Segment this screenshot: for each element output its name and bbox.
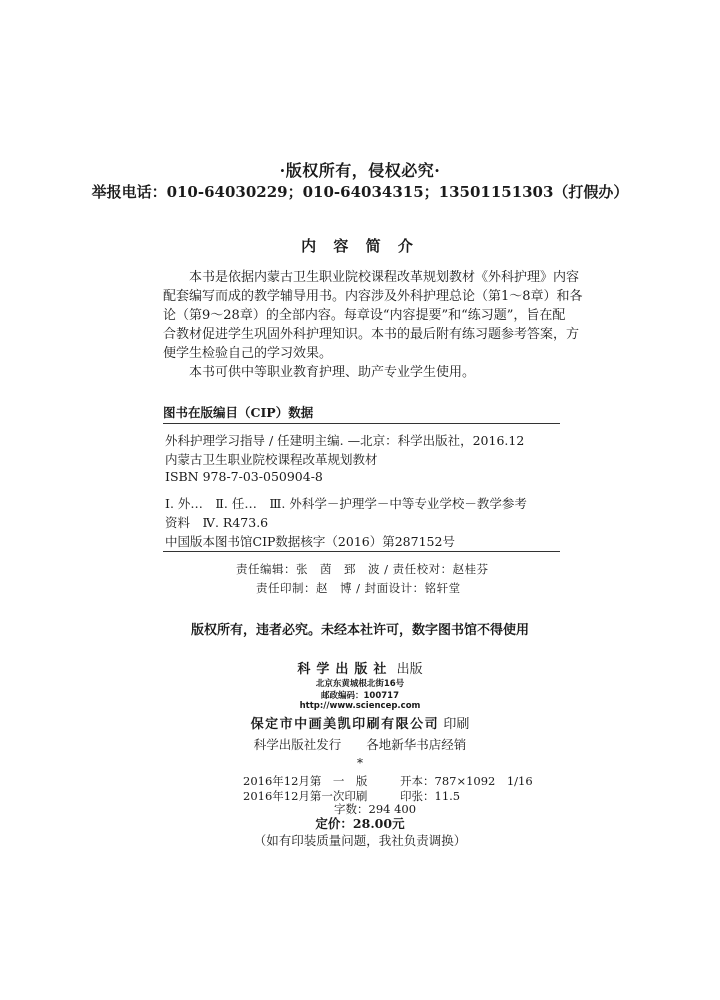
editors-credits: 责任编辑：张 茵 郅 波 / 责任校对：赵桂芬 xyxy=(236,562,489,576)
rights-notice: 版权所有，违者必究。未经本社许可，数字图书馆不得使用 xyxy=(190,623,529,638)
intro-line: 便学生检验自己的学习效果。 xyxy=(163,346,333,361)
print-sheets: 印张：11.5 xyxy=(400,789,461,803)
printer-line xyxy=(0,713,720,732)
cip-rule-top xyxy=(163,423,560,424)
intro-line: 论（第9～28章）的全部内容。每章设“内容提要”和“练习题”，旨在配 xyxy=(163,308,566,323)
cip-series-line: 内蒙古卫生职业院校课程改革规划教材 xyxy=(165,452,378,467)
printing-date: 2016年12月第一次印刷 xyxy=(243,789,368,803)
distribution-line: 科学出版社发行 各地新华书店经销 xyxy=(253,737,467,752)
report-hotline: 举报电话：010-64030229；010-64034315；13501151303（打假办） xyxy=(91,183,629,201)
publisher-website: http://www.sciencep.com xyxy=(299,701,421,711)
intro-line: 本书可供中等职业教育护理、助产专业学生使用。 xyxy=(189,365,476,380)
intro-line: 配套编写而成的教学辅导用书。内容涉及外科护理总论（第1～8章）和各 xyxy=(163,289,583,304)
publisher-line xyxy=(0,658,720,677)
word-count: 字数：294 400 xyxy=(334,802,417,816)
publisher-zip: 邮政编码：100717 xyxy=(321,691,399,701)
quality-note: （如有印装质量问题，我社负责调换） xyxy=(253,833,467,848)
cip-heading: 图书在版编目（CIP）数据 xyxy=(163,405,314,420)
printer-name: 保定市中画美凯印刷有限公司 xyxy=(250,717,440,732)
intro-line: 本书是依据内蒙古卫生职业院校课程改革规划教材《外科护理》内容 xyxy=(189,270,580,285)
publisher-address: 北京东黄城根北街16号 xyxy=(315,679,405,689)
rights-reserved-header: ·版权所有，侵权必究· xyxy=(279,161,441,180)
intro-body xyxy=(163,268,583,382)
separator-star: * xyxy=(357,756,363,770)
cip-rule-bottom xyxy=(163,551,560,552)
cip-title-line: 外科护理学习指导 / 任建明主编. —北京：科学出版社，2016.12 xyxy=(165,433,525,448)
production-credits: 责任印制：赵 博 / 封面设计：铭轩堂 xyxy=(256,581,461,595)
price: 定价：28.00元 xyxy=(315,816,405,831)
intro-heading: 内 容 简 介 xyxy=(301,237,419,255)
edition-date: 2016年12月第 一 版 xyxy=(243,774,368,788)
cip-record-line: 中国版本图书馆CIP数据核字（2016）第287152号 xyxy=(165,534,455,549)
cip-isbn-line: ISBN 978-7-03-050904-8 xyxy=(165,469,323,484)
publisher-name: 科学出版社 xyxy=(297,662,393,677)
cip-classification-line: 资料 Ⅳ. R473.6 xyxy=(165,515,269,530)
publisher-suffix: 出版 xyxy=(396,662,423,677)
intro-line: 合教材促进学生巩固外科护理知识。本书的最后附有练习题参考答案，方 xyxy=(163,327,580,342)
book-format: 开本：787×1092 1/16 xyxy=(400,774,533,788)
printer-suffix: 印刷 xyxy=(443,717,470,732)
cip-classification-line: Ⅰ. 外… Ⅱ. 任… Ⅲ. 外科学－护理学－中等专业学校－教学参考 xyxy=(165,496,527,511)
